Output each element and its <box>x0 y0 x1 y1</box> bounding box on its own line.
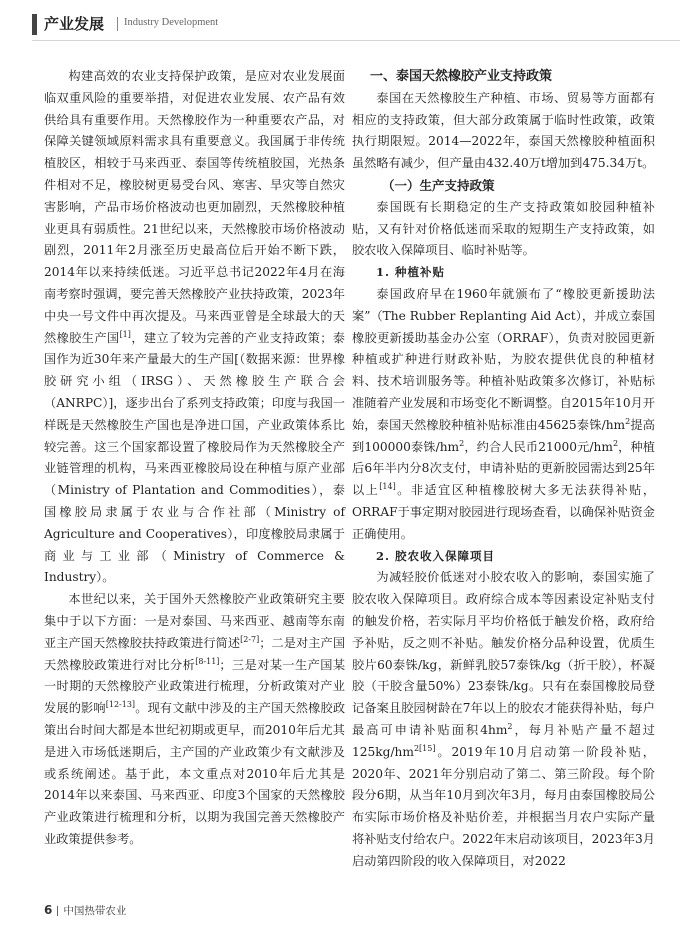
right-column <box>352 66 655 872</box>
citation: [12-13] <box>105 700 136 710</box>
intro-paragraph-2: 本世纪以来，关于国外天然橡胶产业政策研究主要集中于以下方面：一是对泰国、马来西亚、越南等东南亚主产国天然橡胶扶持政策进行简述[2-7]；二是对主产国天然橡胶政策进行对比分析[8-11]；三是对某一生产国某一时期的天然橡胶产业政策进行梳理，分析政策对产业发展的影响[12-13]。现有文献中涉及的主产国天然橡胶政策出台时间大都是本世纪初期或更早，而2010年后尤其是进入市场低迷期后，主产国的产业政策少有文献涉及或系统阐述。基于此，本文重点对2010年后尤其是2014年以来泰国、马来西亚、印度3个国家的天然橡胶产业政策进行梳理和分析，以期为我国完善天然橡胶产业政策提供参考。 <box>44 592 346 846</box>
section-paragraph: 泰国在天然橡胶生产种植、市场、贸易等方面都有相应的支持政策，但大部分政策属于临时性政策，政策执行期限短。2014—2022年，泰国天然橡胶种植面积虽然略有减少，但产量由432.40万t增加到475.34万t。 <box>352 90 655 171</box>
subsection-heading: （一）生产支持政策 <box>382 177 495 193</box>
item-heading-planting-subsidy: 1. 种植补贴 <box>376 265 446 280</box>
footer-separator <box>57 906 58 916</box>
citation: [1] <box>119 329 131 339</box>
section-title-en: Industry Development <box>124 17 219 28</box>
subsection-paragraph: 泰国既有长期稳定的生产支持政策如胶园种植补贴，又有针对价格低迷而采取的短期生产支持政策，如胶农收入保障项目、临时补贴等。 <box>352 199 655 258</box>
section-title-cn: 产业发展 <box>44 15 105 33</box>
header-bar <box>32 14 37 35</box>
citation: [8-11] <box>195 656 220 666</box>
citation: [14] <box>379 482 396 492</box>
income-guarantee-paragraph: 为减轻胶价低迷对小胶农收入的影响，泰国实施了胶农收入保障项目。政府综合成本等因素设定补贴支付的触发价格，若实际月平均价格低于触发价格，政府给予补贴，反之则不补贴。触发价格分品种设置，优质生胶片60泰铢/kg，新鲜乳胶57泰铢/kg（折干胶），杯凝胶（干胶含量50%）23泰铢/kg。只有在泰国橡胶局登记备案且胶园树龄在7年以上的胶农才能获得补贴，每户最高可申请补贴面积$4hm^2$，每月补贴产量不超过$125kg/hm^{2[15]}$。2019年10月启动第一阶段补贴，2020年、2021年分别启动了第二、第三阶段。每个阶段分6期，从当年10月到次年3月，每月由泰国橡胶局公布实际市场价格及补贴价差，并根据当月农户实际产量将补贴支付给农户。2022年末启动该项目，2023年3月启动第四阶段的收入保障项目，对2022 <box>352 570 655 868</box>
left-column <box>44 66 345 851</box>
citation: [2-7] <box>240 634 260 644</box>
header-separator <box>117 17 118 31</box>
section-heading: 一、泰国天然橡胶产业支持政策 <box>370 69 553 84</box>
item-heading-income-guarantee: 2. 胶农收入保障项目 <box>376 548 496 563</box>
planting-subsidy-paragraph: 泰国政府早在1960年就颁布了“橡胶更新援助法案”（The Rubber Replanting Aid Act），并成立泰国橡胶更新援助基金办公室（ORRAF），负责对胶园更新种植或扩种进行财政补贴，为胶农提供优良的种植材料、技术培训服务等。种植补贴政策多次修订，补贴标准随着产业发展和市场变化不断调整。自2015年10月开始，泰国天然橡胶种植补贴标准由45625泰铢$/hm^2$提高到100000泰铢$/hm^2$，约合人民币21000元$/hm^2$，种植后6年半内分8次支付，申请补贴的更新胶园需达到25年以上[14]。非适宜区种植橡胶树大多无法获得补贴，ORRAF于事定期对胶园进行现场查看，以确保补贴资金正确使用。 <box>352 286 656 541</box>
header-rule <box>32 40 680 41</box>
page-footer <box>44 903 126 918</box>
page-number: 6 <box>44 903 53 917</box>
journal-name: 中国热带农业 <box>63 905 127 917</box>
intro-paragraph-1: 构建高效的农业支持保护政策，是应对农业发展面临双重风险的重要举措，对促进农业发展、农产品有效供给具有重要作用。天然橡胶作为一种重要农产品，对保障关键领域原料需求具有重要意义。我国属于非传统植胶区，相较于马来西亚、泰国等传统植胶国，光热条件相对不足，橡胶树更易受台风、寒害、旱灾等自然灾害影响，产品市场价格波动也更加剧烈，天然橡胶种植业更具有弱质性。21世纪以来，天然橡胶市场价格波动剧烈，2011年2月涨至历史最高位后开始不断下跌，2014年以来持续低迷。习近平总书记2022年4月在海南考察时强调，要完善天然橡胶产业扶持政策，2023年中央一号文件中再次提及。马来西亚曾是全球最大的天然橡胶生产国[1]，建立了较为完善的产业支持政策；泰国作为近30年来产量最大的生产国[（数据来源：世界橡胶研究小组（IRSG）、天然橡胶生产联合会（ANRPC）]，逐步出台了系列支持政策；印度与我国一样既是天然橡胶生产国也是净进口国，产业政策体系比较完善。这三个国家都设置了橡胶局作为天然橡胶全产业链管理的机构，马来西亚橡胶局设在种植与原产业部（Ministry of Plantation and Commodities），泰国橡胶局隶属于农业与合作社部（Ministry of Agriculture and Cooperatives），印度橡胶局隶属于商业与工业部（Ministry of Commerce & Industry）。 <box>44 69 345 585</box>
page-header <box>0 0 700 42</box>
